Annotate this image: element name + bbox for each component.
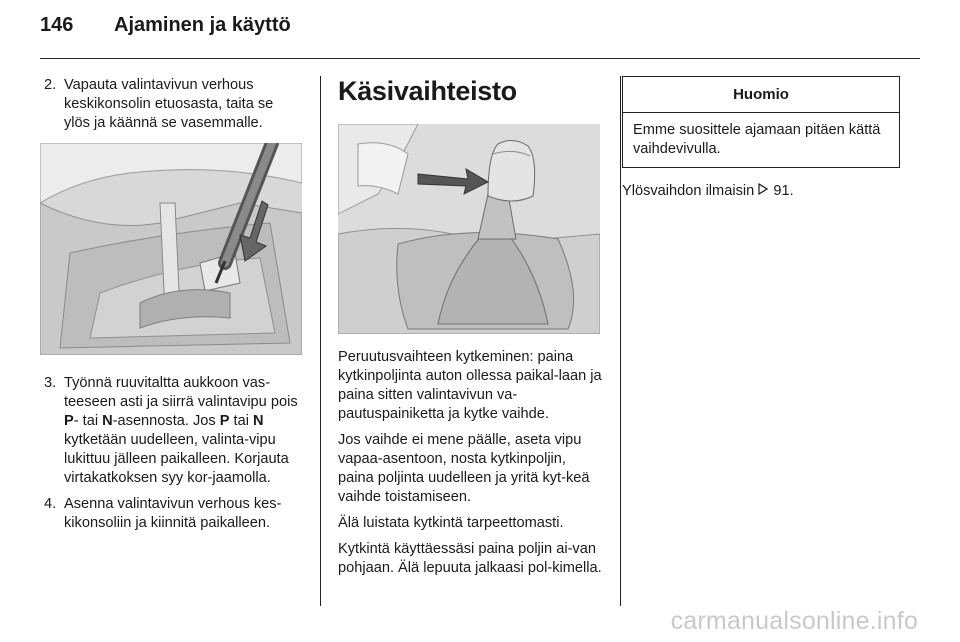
notice-text: Emme suosittele ajamaan pitäen kättä vaihdevivulla. (633, 122, 881, 157)
paragraph: Kytkintä käyttäessäsi paina poljin ai-van pohjaan. Älä lepuuta jalkaasi pol-kimella. (338, 541, 602, 576)
illustration-drawing (338, 124, 600, 334)
step-text: Asenna valintavivun verhous kes-kikonsoliin ja kiinnitä paikalleen. (64, 496, 282, 531)
step-text: - tai (73, 413, 103, 429)
step-4 (40, 495, 302, 533)
paragraph: Älä luistata kytkintä tarpeettomasti. (338, 515, 564, 531)
step-text: kytketään uudelleen, valinta-vipu lukittuu jälleen paikalleen. Korjauta virtakatkoksen syy kor-jaamolla. (64, 432, 289, 486)
step-text: Työnnä ruuvitaltta aukkoon vas-teeseen asti ja siirrä valintavipu pois (64, 375, 298, 410)
step-text: tai (229, 413, 254, 429)
header-divider (40, 58, 920, 59)
manual-gearshift-illustration (338, 124, 600, 334)
column-left (40, 76, 302, 533)
page-reference-arrow-icon (758, 182, 769, 201)
gear-position-n: N (102, 413, 113, 429)
column-right (622, 76, 902, 216)
illustration-drawing (40, 143, 302, 355)
gear-position-p: P (64, 413, 74, 429)
section-heading: Käsivaihteisto (338, 76, 517, 106)
cross-reference-text: Ylösvaihdon ilmaisin (622, 183, 755, 199)
gear-selector-screwdriver-illustration (40, 143, 302, 355)
notice-title: Huomio (623, 77, 899, 113)
arrow-outline (758, 183, 768, 195)
step-2 (40, 76, 302, 133)
page-header (40, 14, 291, 37)
step-3 (40, 374, 302, 488)
column-middle (338, 76, 604, 585)
column-divider (320, 76, 321, 606)
step-text: Vapauta valintavivun verhous keskikonsolin etuosasta, taita se ylös ja käännä se vasemmalle. (64, 77, 274, 131)
page-number: 146 (40, 14, 74, 36)
step-text: -asennosta. Jos (112, 413, 220, 429)
gear-position-p: P (219, 413, 230, 429)
paragraph: Jos vaihde ei mene päälle, aseta vipu vapaa-asentoon, nosta kytkinpoljin, paina poljinta uudelleen ja yritä kyt-keä vaihde toistamiseen. (338, 432, 590, 505)
paragraph: Peruutusvaihteen kytkeminen: paina kytkinpoljinta auton ollessa paikal-laan ja paina sitten valintavivun va-pautuspainiketta ja kytke vaihde. (338, 349, 602, 422)
cross-reference-page: 91. (773, 183, 794, 199)
notice-box (622, 76, 900, 168)
chapter-title: Ajaminen ja käyttö (114, 14, 291, 36)
cross-reference (622, 182, 902, 201)
step-number: 2. (44, 77, 57, 93)
column-divider (620, 76, 621, 606)
step-number: 3. (44, 375, 57, 391)
site-watermark: carmanualsonline.info (670, 607, 918, 635)
gear-position-n: N (253, 413, 264, 429)
step-number: 4. (44, 496, 57, 512)
